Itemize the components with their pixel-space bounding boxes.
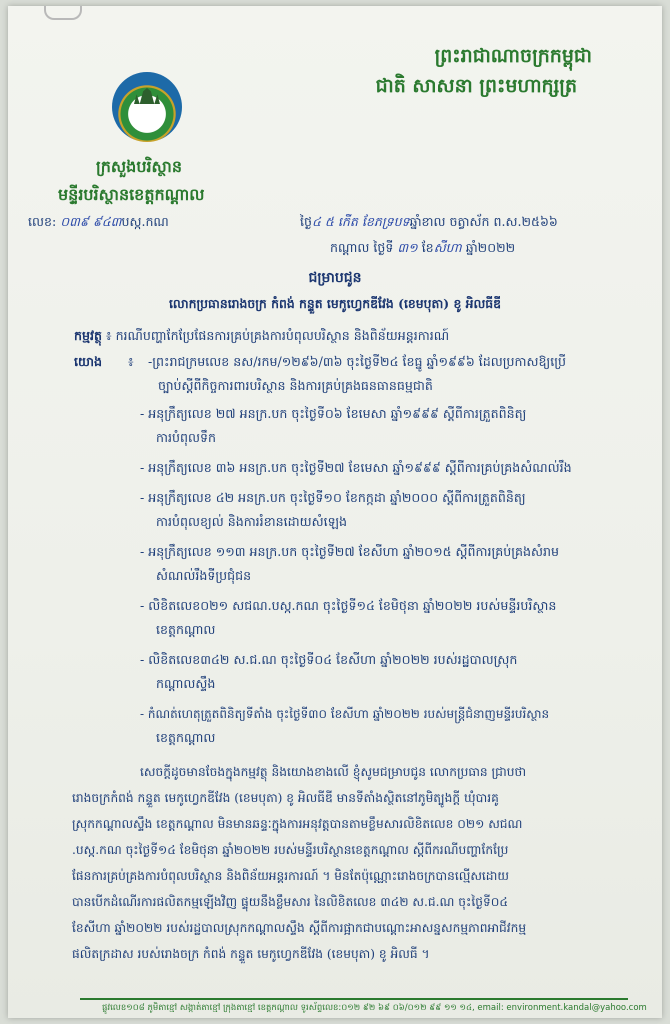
- reference-item: - អនុក្រឹត្យលេខ ២៧ អនក្រ.បក ចុះថ្ងៃទី០៦ ខែមេសា ឆ្នាំ១៩៩៩ ស្ដីពីការត្រួតពិនិត្យ: [140, 406, 527, 421]
- reference-label: លេខ:: [28, 214, 57, 229]
- reference-item-line2: ខេត្តកណ្ដាល: [156, 730, 216, 745]
- lunar-month-handwritten: ភទ្របទ: [373, 214, 410, 229]
- reference-item: - អនុក្រឹត្យលេខ ១១៣ អនក្រ.បក ចុះថ្ងៃទី២៧ ខែសីហា ឆ្នាំ២០១៥ ស្ដីពីការគ្រប់គ្រងសំរាម: [140, 544, 559, 559]
- reference-item: - លិខិតលេខ០២១ សជណ.បស្ក.កណ ចុះថ្ងៃទី១៤ ខែមិថុនា ឆ្នាំ២០២២ របស់មន្ទីរបរិស្ថាន: [140, 598, 557, 613]
- reference-item-line1: លិខិតលេខ០២១ សជណ.បស្ក.កណ ចុះថ្ងៃទី១៤ ខែមិថុនា ឆ្នាំ២០២២ របស់មន្ទីរបរិស្ថាន: [148, 598, 557, 613]
- reference-item: - លិខិតលេខ៣៤២ ស.ជ.ណ ចុះថ្ងៃទី០៤ ខែសីហា ឆ្នាំ២០២២ របស់រដ្ឋបាលស្រុក: [140, 652, 518, 667]
- lunar-date-prefix: ថ្ងៃ: [300, 214, 312, 229]
- solar-date: [330, 240, 515, 259]
- reference-law-line2: ច្បាប់ស្ដីពីកិច្ចការពារបរិស្ថាន និងការគ្រប់គ្រងធនធានធម្មជាតិ: [158, 378, 433, 393]
- notice-recipient: លោកប្រធានរោងចក្រ កំពង់ កន្ទួត មេកូហ្វេកឌីវែង (ខេមបុតា) ខូ អិលធីឌី: [168, 296, 502, 311]
- solar-month-label: ខែ: [421, 240, 434, 255]
- solar-year: ឆ្នាំ២០២២: [465, 240, 516, 255]
- reference-item-line1: អនុក្រឹត្យលេខ ៤២ អនក្រ.បក ចុះថ្ងៃទី១០ ខែកក្កដា ឆ្នាំ២០០០ ស្ដីពីការត្រួតពិនិត្យ: [148, 490, 526, 505]
- body-line: បានបើកដំណើរការផលិតកម្មឡើងវិញ ផ្ទុយនឹងខ្លឹមសារ នៃលិខិតលេខ ៣៤២ ស.ជ.ណ ចុះថ្ងៃទី០៤: [72, 895, 508, 909]
- document-page: [8, 6, 662, 1018]
- lunar-date-suffix: ឆ្នាំខាល ចត្វាស័ក ព.ស.២៥៦៦: [409, 214, 558, 229]
- reference-item-line2: ខេត្តកណ្ដាល: [156, 622, 216, 637]
- reference-item-line2: សំណល់រឹងទីប្រជុំជន: [156, 568, 252, 583]
- solar-day-handwritten: ៣១: [397, 240, 418, 255]
- reference-item: - អនុក្រឹត្យលេខ ៣៦ អនក្រ.បក ចុះថ្ងៃទី២៧ ខែមេសា ឆ្នាំ១៩៩៩ ស្ដីពីការគ្រប់គ្រងសំណល់រឹង: [140, 460, 572, 475]
- reference-item-line1: លិខិតលេខ៣៤២ ស.ជ.ណ ចុះថ្ងៃទី០៤ ខែសីហា ឆ្នាំ២០២២ របស់រដ្ឋបាលស្រុក: [148, 652, 518, 667]
- body-line: ផលិតក្រដាស របស់រោងចក្រ កំពង់ កន្ទួត មេកូហ្វេកឌីវែង (ខេមបុតា) ខូ អិលធី ។: [72, 947, 430, 961]
- national-motto: ជាតិ សាសនា ព្រះមហាក្សត្រ: [375, 75, 577, 97]
- reference-item: - អនុក្រឹត្យលេខ ៤២ អនក្រ.បក ចុះថ្ងៃទី១០ ខែកក្កដា ឆ្នាំ២០០០ ស្ដីពីការត្រួតពិនិត្យ: [140, 490, 526, 505]
- footer-divider: [80, 998, 628, 1000]
- ministry-name: ក្រសួងបរិស្ថាន: [96, 157, 183, 176]
- body-line: .បស្ក.កណ ចុះថ្ងៃទី១៤ ខែមិថុនា ឆ្នាំ២០២២ របស់មន្ទីរបរិស្ថានខេត្តកណ្ដាល ស្ដីពីករណីបញ្ហាកែប្រែ: [72, 843, 509, 857]
- solar-date-prefix: កណ្ដាល ថ្ងៃទី: [330, 240, 394, 255]
- references-label: យោង: [74, 354, 102, 369]
- reference-item-line1: អនុក្រឹត្យលេខ ៣៦ អនក្រ.បក ចុះថ្ងៃទី២៧ ខែមេសា ឆ្នាំ១៩៩៩ ស្ដីពីការគ្រប់គ្រងសំណល់រឹង: [148, 460, 572, 475]
- reference-item-line1: កំណត់ហេតុត្រួតពិនិត្យទីតាំង ចុះថ្ងៃទី៣០ ខែសីហា ឆ្នាំ២០២២ របស់មន្ត្រីជំនាញមន្ទីរបរិស្ថាន: [147, 707, 550, 721]
- solar-month-handwritten: សីហា: [433, 240, 462, 255]
- lunar-day-handwritten: ៤ ៥ កើត ខែ: [312, 214, 374, 229]
- reference-item-line2: ការបំពុលខ្យល់ និងការរំខានដោយសំឡេង: [156, 514, 348, 529]
- subject-row: [74, 328, 449, 347]
- reference-item-line1: អនុក្រឹត្យលេខ ១១៣ អនក្រ.បក ចុះថ្ងៃទី២៧ ខែសីហា ឆ្នាំ២០១៥ ស្ដីពីការគ្រប់គ្រងសំរាម: [148, 544, 559, 559]
- subject-separator: ៖: [106, 328, 112, 343]
- body-line: ខែសីហា ឆ្នាំ២០២២ របស់រដ្ឋបាលស្រុកកណ្ដាលស្ទឹង ស្ដីពីការផ្អាកជាបណ្ដោះអាសន្នសកម្មភាពអាជីវកម្ម: [72, 921, 527, 935]
- reference-item: - កំណត់ហេតុត្រួតពិនិត្យទីតាំង ចុះថ្ងៃទី៣០ ខែសីហា ឆ្នាំ២០២២ របស់មន្ត្រីជំនាញមន្ទីរបរិស្ថាន: [140, 707, 550, 721]
- body-line: ផែនការគ្រប់គ្រងការបំពុលបរិស្ថាន និងពិន័យអន្តរការណ៍ ។ មិនតែប៉ុណ្ណោះរោងចក្របានល្មើសដោយ: [72, 869, 509, 883]
- kingdom-header: ព្រះរាជាណាចក្រកម្ពុជា: [434, 45, 592, 67]
- reference-suffix: បស្ក.កណ: [121, 214, 169, 229]
- reference-handwritten: ០៣៩ ៩៤៣: [60, 214, 122, 229]
- footer-address: ផ្លូវលេខ១០៨ ភូមិតាខ្មៅ សង្កាត់តាខ្មៅ ក្រុងតាខ្មៅ ខេត្តកណ្ដាល ទូរស័ព្ទលេខ:០១២ ៩២ ៦៩ ០៦/០១២ ៩៩ ១១ ១៤, email: environment.kandal@yahoo.com: [102, 1003, 647, 1013]
- department-name: មន្ទីរបរិស្ថានខេត្តកណ្ដាល: [58, 185, 205, 204]
- body-line: ស្រុកកណ្ដាលស្ទឹង ខេត្តកណ្ដាល មិនមានឆន្ទៈក្នុងការអនុវត្តបានតាមខ្លឹមសារលិខិតលេខ ០២១ សជណ: [72, 817, 523, 831]
- body-line: រោងចក្រកំពង់ កន្ទួត មេកូហ្វេកឌីវែង (ខេមបុតា) ខូ អិលធីឌី មានទីតាំងស្ថិតនៅភូមិត្បូងក្ដី ឃុំបារគូ: [72, 791, 499, 805]
- paper-clip: [44, 6, 82, 20]
- reference-item-line2: ការបំពុលទឹក: [156, 430, 216, 445]
- subject-text: ករណីបញ្ហាកែប្រែផែនការគ្រប់គ្រងការបំពុលបរិស្ថាន និងពិន័យអន្តរការណ៍: [115, 328, 450, 343]
- subject-label: កម្មវត្ថុ: [74, 328, 102, 343]
- body-line: សេចក្ដីដូចមានចែងក្នុងកម្មវត្ថុ និងយោងខាងលើ ខ្ញុំសូមជម្រាបជូន លោកប្រធាន ជ្រាបថា: [140, 765, 527, 779]
- reference-item-line2: កណ្ដាលស្ទឹង: [156, 676, 216, 691]
- ministry-emblem-icon: [112, 72, 182, 142]
- reference-number: [28, 214, 169, 233]
- notice-title: ជម្រាបជូន: [308, 270, 362, 286]
- reference-law-line1: -ព្រះរាជក្រមលេខ នស/រកម/១២៩៦/៣៦ ចុះថ្ងៃទី២៤ ខែធ្នូ ឆ្នាំ១៩៩៦ ដែលប្រកាសឱ្យប្រើ: [148, 354, 566, 369]
- references-separator: ៖: [128, 354, 134, 369]
- reference-item-line1: អនុក្រឹត្យលេខ ២៧ អនក្រ.បក ចុះថ្ងៃទី០៦ ខែមេសា ឆ្នាំ១៩៩៩ ស្ដីពីការត្រួតពិនិត្យ: [148, 406, 527, 421]
- lunar-date: [300, 214, 558, 233]
